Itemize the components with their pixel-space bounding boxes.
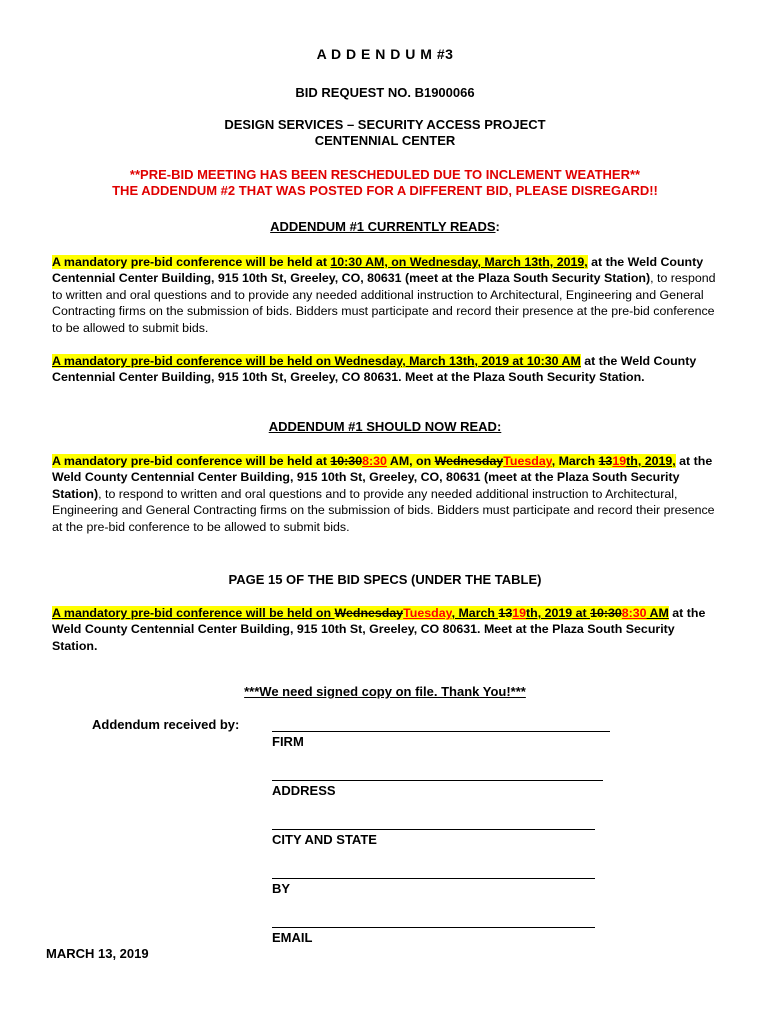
city-state-signature-line[interactable] bbox=[272, 829, 595, 830]
revised-p1-new-date: 19 bbox=[612, 454, 627, 468]
page15-new-day: Tuesday bbox=[403, 606, 452, 620]
should-heading-text: ADDENDUM #1 SHOULD NOW READ: bbox=[268, 419, 502, 434]
reschedule-notice-line1: **PRE-BID MEETING HAS BEEN RESCHEDULED DUE TO INCLEMENT WEATHER** bbox=[129, 167, 641, 182]
email-label: EMAIL bbox=[272, 930, 313, 945]
project-title-line2: CENTENNIAL CENTER bbox=[314, 133, 456, 148]
page15-location: at the Weld County Centennial Center Building, 915 10th St, Greeley, CO 80631. Meet at the Plaza South Security Station. bbox=[52, 606, 706, 653]
revised-p1-old-date: 13 bbox=[598, 454, 613, 468]
current-p1-datetime: 10:30 AM, on Wednesday, March 13th, 2019, bbox=[330, 255, 588, 269]
page15-new-date: 19 bbox=[512, 606, 527, 620]
current-heading-colon: : bbox=[495, 219, 500, 234]
address-signature-line[interactable] bbox=[272, 780, 603, 781]
page15-new-time: 8:30 bbox=[621, 606, 647, 620]
page15-paragraph bbox=[52, 605, 716, 654]
by-signature-line[interactable] bbox=[272, 878, 595, 879]
signed-copy-note-text: ***We need signed copy on file. Thank You!*** bbox=[244, 684, 526, 699]
city-state-label: CITY AND STATE bbox=[272, 832, 377, 847]
firm-signature-line[interactable] bbox=[272, 731, 610, 732]
revised-p1-old-time: 10:30 bbox=[330, 454, 363, 468]
revised-p1-location: at the Weld County Centennial Center Building, 915 10th St, Greeley, CO, 80631 (meet at the Plaza South Security Station) bbox=[52, 454, 713, 501]
page15-year: th, 2019 at bbox=[526, 606, 591, 620]
current-heading-text: ADDENDUM #1 CURRENTLY READS bbox=[270, 219, 496, 234]
current-paragraph-1 bbox=[52, 254, 716, 336]
signed-copy-note bbox=[0, 684, 770, 699]
revised-p1-year: th, 2019, bbox=[626, 454, 676, 468]
page15-old-time: 10:30 bbox=[590, 606, 622, 620]
page15-heading: PAGE 15 OF THE BID SPECS (UNDER THE TABLE) bbox=[228, 572, 542, 587]
disregard-notice-line2: THE ADDENDUM #2 THAT WAS POSTED FOR A DIFFERENT BID, PLEASE DISREGARD!! bbox=[112, 183, 658, 198]
revised-p1-month: , March bbox=[551, 454, 599, 468]
current-p1-body: , to respond to written and oral questions and to provide any needed additional instruction to Architectural, Engineering and General Contracting firms on the submission of bids. Bidders must participate and record their presence at the pre-bid conference to be allowed to submit bids. bbox=[52, 271, 716, 335]
page15-old-day: Wednesday bbox=[334, 606, 404, 620]
firm-label: FIRM bbox=[272, 734, 304, 749]
email-signature-line[interactable] bbox=[272, 927, 595, 928]
by-label: BY bbox=[272, 881, 291, 896]
page15-ampm: AM bbox=[646, 606, 669, 620]
revised-p1-old-day: Wednesday bbox=[434, 454, 504, 468]
revised-p1-new-day: Tuesday bbox=[503, 454, 552, 468]
project-title-line1: DESIGN SERVICES – SECURITY ACCESS PROJECT bbox=[224, 117, 546, 132]
page15-month: , March bbox=[451, 606, 499, 620]
page15-old-date: 13 bbox=[498, 606, 513, 620]
document-date: MARCH 13, 2019 bbox=[46, 946, 149, 961]
revised-paragraph-1 bbox=[52, 453, 716, 535]
revised-p1-body: , to respond to written and oral questions and to provide any needed additional instruction to Architectural, Engineering and General Contracting firms on the submission of bids. Bidders must participate and record their presence at the pre-bid conference to be allowed to submit bids. bbox=[52, 486, 715, 534]
current-p2-highlight: A mandatory pre-bid conference will be held on Wednesday, March 13th, 2019 at 10:30 AM bbox=[52, 354, 581, 368]
current-p2-location: at the Weld County Centennial Center Building, 915 10th St, Greeley, CO 80631. Meet at the Plaza South Security Station. bbox=[52, 354, 697, 385]
revised-p1-new-time: 8:30 bbox=[362, 454, 387, 468]
document-title: A D D E N D U M #3 bbox=[316, 46, 454, 62]
should-read-heading bbox=[0, 419, 770, 434]
current-paragraph-2 bbox=[52, 353, 716, 386]
current-reads-heading bbox=[0, 219, 770, 234]
page15-lead: A mandatory pre-bid conference will be held on bbox=[52, 606, 335, 620]
addendum-received-label: Addendum received by: bbox=[92, 717, 240, 732]
address-label: ADDRESS bbox=[272, 783, 336, 798]
current-p1-location: at the Weld County Centennial Center Building, 915 10th St, Greeley, CO, 80631 (meet at the Plaza South Security Station) bbox=[52, 255, 704, 286]
bid-request-number: BID REQUEST NO. B1900066 bbox=[295, 85, 475, 100]
revised-p1-lead: A mandatory pre-bid conference will be held at bbox=[52, 454, 331, 468]
revised-p1-ampm: AM, on bbox=[386, 454, 435, 468]
current-p1-highlight: A mandatory pre-bid conference will be held at bbox=[52, 255, 331, 269]
